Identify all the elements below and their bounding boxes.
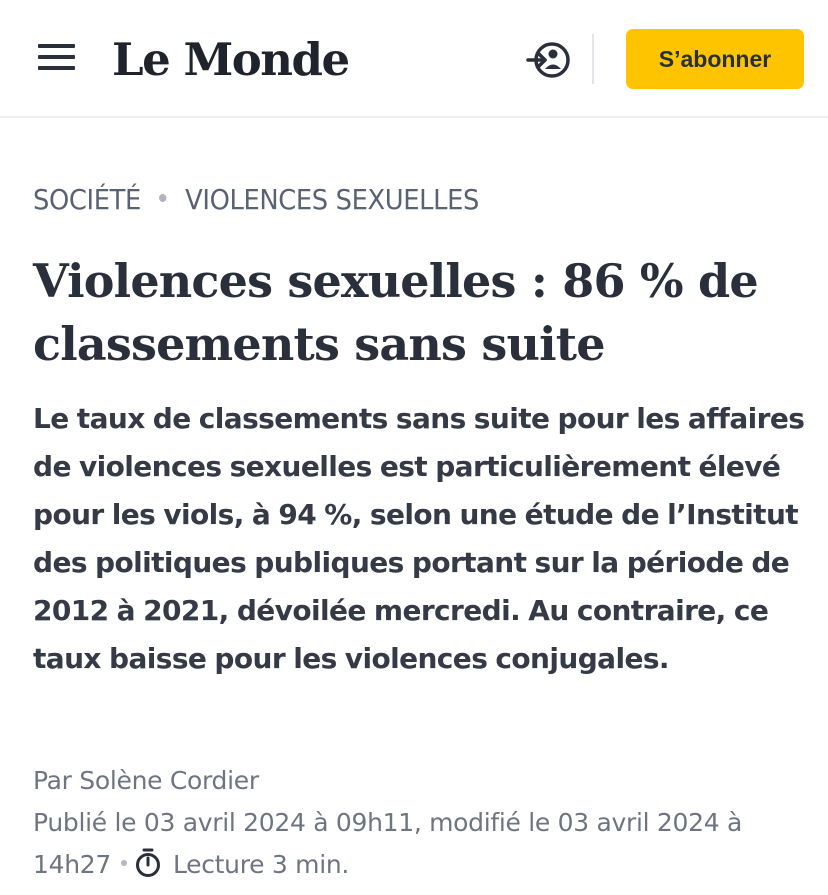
breadcrumb-separator — [159, 194, 166, 202]
site-header — [0, 0, 828, 118]
article-title: Violences sexuelles : 86 % de classements sans suite — [33, 254, 758, 371]
site-logo[interactable]: Le Monde — [112, 33, 349, 86]
breadcrumb-item-violences-sexuelles[interactable]: VIOLENCES SEXUELLES — [185, 183, 480, 216]
article-lede: Le taux de classements sans suite pour les affaires de violences sexuelles est particulièrement élevé pour les viols, à 94 %, selon une étude de l’Institut des politiques publiques portant sur la période de 2012 à 2021, dévoilée mercredi. Au contraire, ce taux baisse pour les violences conjugales. — [33, 402, 805, 675]
article-byline[interactable]: Par Solène Cordier — [33, 766, 259, 795]
breadcrumb — [33, 180, 479, 220]
breadcrumb-item-societe[interactable]: SOCIÉTÉ — [33, 183, 141, 216]
meta-separator — [121, 860, 127, 866]
hamburger-menu-icon[interactable] — [38, 44, 75, 71]
reading-time: Lecture 3 min. — [172, 850, 350, 879]
stopwatch-icon — [135, 848, 161, 878]
header-divider — [592, 34, 594, 84]
article-dates: Publié le 03 avril 2024 à 09h11, modifié le 03 avril 2024 à 14h27 — [33, 808, 743, 879]
login-icon[interactable] — [526, 38, 572, 82]
subscribe-button[interactable]: S’abonner — [626, 29, 804, 89]
article-meta — [33, 760, 813, 886]
